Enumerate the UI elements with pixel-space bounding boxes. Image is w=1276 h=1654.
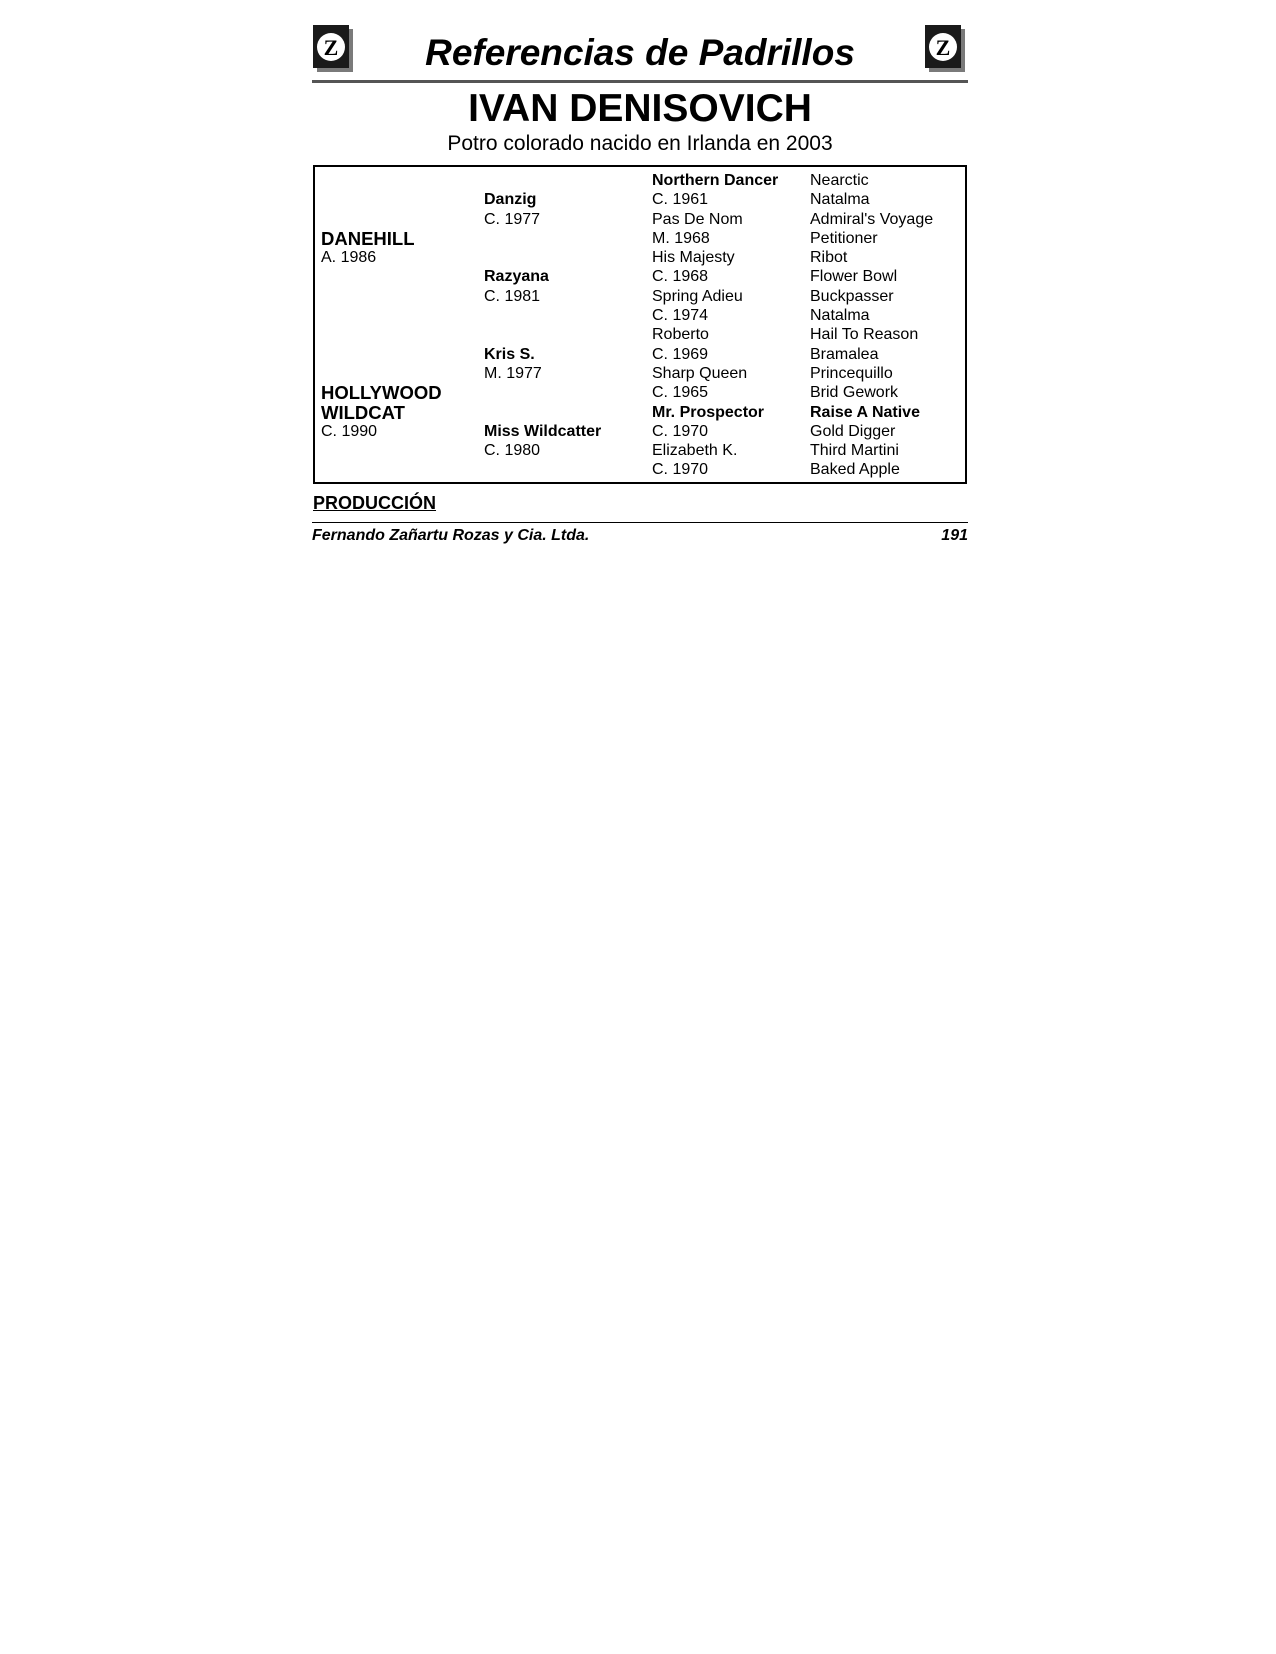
pedigree-gen3-name: Pas De Nom (652, 210, 743, 228)
pedigree-gen4-name: Hail To Reason (810, 326, 919, 344)
pedigree-gen4-name: Flower Bowl (810, 268, 898, 286)
page-footer (312, 522, 968, 545)
pedigree-gen4-name: Admiral's Voyage (810, 210, 934, 228)
pedigree-gen3-name: Elizabeth K. (652, 442, 738, 460)
pedigree-gen3-name: His Majesty (652, 249, 735, 267)
pedigree-gen3-year: M. 1968 (652, 229, 710, 247)
pedigree-gen4-name: Princequillo (810, 364, 893, 382)
pedigree-gen3-year: C. 1969 (652, 345, 709, 363)
horse-description: Potro colorado nacido en Irlanda en 2003 (447, 132, 833, 155)
pedigree-gen4-name: Third Martini (810, 442, 899, 460)
page (312, 22, 968, 545)
pedigree-gen3-year: C. 1974 (652, 307, 709, 325)
pedigree-gen4-name: Bramalea (810, 345, 879, 363)
pedigree-gen3-year: C. 1968 (652, 268, 709, 286)
svg-text:Z: Z (935, 35, 951, 60)
pedigree-gen4-name: Raise A Native (810, 403, 920, 421)
page-number: 191 (941, 527, 968, 545)
pedigree-table (313, 165, 967, 484)
pedigree-sire-name: DANEHILL (321, 227, 415, 249)
pedigree-gen4-name: Nearctic (810, 172, 869, 189)
pedigree-gen4-name: Buckpasser (810, 287, 894, 305)
pedigree-gen3-year: C. 1970 (652, 461, 709, 479)
pedigree-gen4-name: Baked Apple (810, 461, 900, 479)
pedigree-gen2-year: C. 1981 (484, 287, 541, 305)
pedigree-gen3-name: Mr. Prospector (652, 403, 765, 421)
pedigree-gen3-year: C. 1965 (652, 384, 709, 402)
horse-name: IVAN DENISOVICH (468, 87, 812, 130)
pedigree-gen4-name: Natalma (810, 307, 870, 325)
page-header-title: Referencias de Padrillos (425, 32, 855, 73)
pedigree-gen3-year: C. 1970 (652, 422, 709, 440)
pedigree-gen3-name: Roberto (652, 326, 709, 344)
pedigree-gen4-name: Petitioner (810, 229, 878, 247)
pedigree-gen3-name: Sharp Queen (652, 364, 748, 382)
pedigree-dam-year: C. 1990 (321, 422, 378, 440)
pedigree-gen4-name: Brid Gework (810, 384, 899, 402)
pedigree-dam-name-line2: WILDCAT (321, 401, 405, 423)
footer-company: Fernando Zañartu Rozas y Cia. Ltda. (312, 527, 590, 545)
svg-text:Z: Z (323, 35, 339, 60)
pedigree-gen2-year: M. 1977 (484, 364, 542, 382)
pedigree-sire-year: A. 1986 (321, 249, 377, 267)
pedigree-gen2-name: Kris S. (484, 345, 535, 363)
pedigree-gen4-name: Ribot (810, 249, 848, 267)
pedigree-gen4-name: Gold Digger (810, 422, 896, 440)
logo-icon (924, 24, 968, 74)
pedigree-gen3-name: Northern Dancer (652, 172, 779, 189)
pedigree-gen2-year: C. 1977 (484, 210, 541, 228)
pedigree-gen2-name: Razyana (484, 268, 549, 286)
pedigree-gen3-name: Spring Adieu (652, 287, 743, 305)
body-text (313, 494, 967, 513)
pedigree-gen3-year: C. 1961 (652, 191, 709, 209)
pedigree-gen2-name: Miss Wildcatter (484, 422, 602, 440)
pedigree-dam-name-line1: HOLLYWOOD (321, 382, 442, 404)
header-rule (312, 80, 968, 83)
page-header (312, 22, 968, 78)
pedigree-gen2-name: Danzig (484, 191, 537, 209)
section-heading: PRODUCCIÓN (313, 492, 437, 513)
pedigree-gen2-year: C. 1980 (484, 442, 541, 460)
pedigree-gen4-name: Natalma (810, 191, 870, 209)
